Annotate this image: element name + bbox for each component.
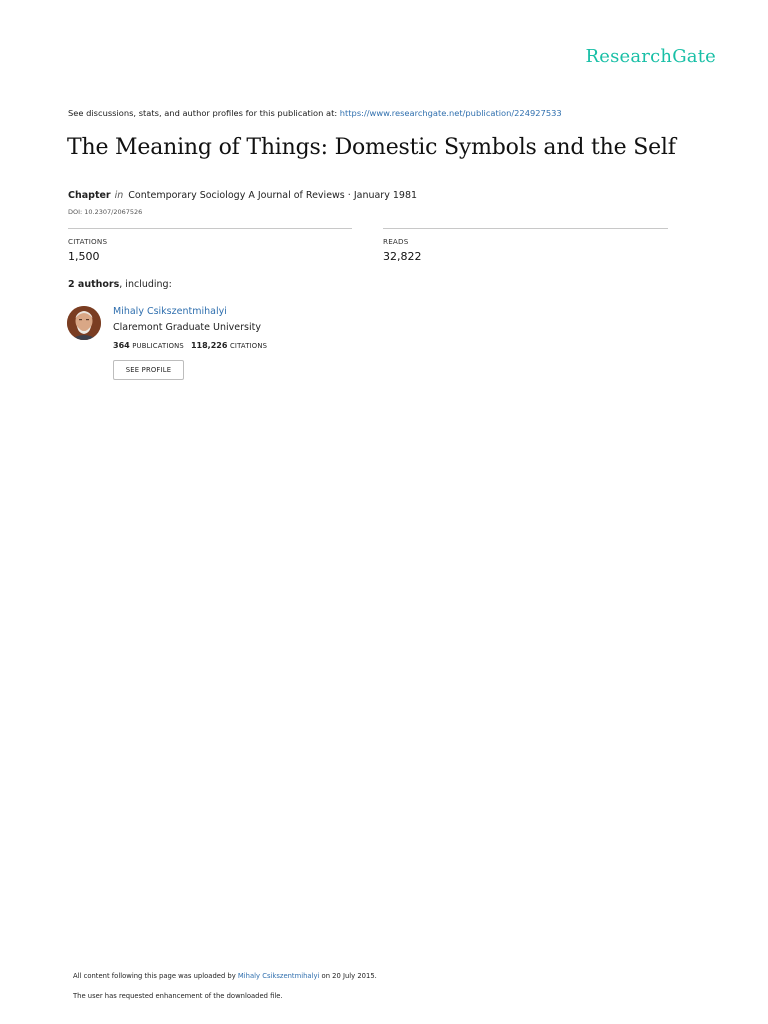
author-stats	[113, 341, 267, 350]
researchgate-logo[interactable]: ResearchGate	[585, 46, 716, 67]
author-citations-label: CITATIONS	[229, 342, 268, 350]
reads-value: 32,822	[383, 250, 422, 263]
author-publications-label: PUBLICATIONS	[132, 342, 184, 350]
publication-meta	[68, 190, 417, 201]
authors-including: , including:	[119, 279, 172, 290]
author-publications-count: 364	[113, 341, 130, 350]
author-portrait-icon	[67, 306, 101, 340]
citations-value: 1,500	[68, 250, 100, 263]
intro-text: See discussions, stats, and author profiles for this publication at:	[68, 108, 340, 118]
citations-stat	[68, 228, 352, 263]
author-name-link[interactable]: Mihaly Csikszentmihalyi	[113, 306, 227, 317]
publication-type: Chapter	[68, 190, 111, 201]
publication-venue: Contemporary Sociology A Journal of Reviews · January 1981	[128, 190, 418, 201]
authors-count: 2 authors	[68, 279, 120, 290]
publication-doi: DOI: 10.2307/2067526	[68, 208, 143, 216]
in-label: in	[114, 190, 124, 201]
reads-label: READS	[383, 237, 409, 246]
author-citations-count: 118,226	[190, 341, 228, 350]
author-institution: Claremont Graduate University	[113, 322, 261, 333]
intro-line	[68, 108, 562, 118]
see-profile-button[interactable]: SEE PROFILE	[113, 360, 184, 380]
uploader-link[interactable]: Mihaly Csikszentmihalyi	[237, 972, 320, 980]
author-avatar[interactable]	[67, 306, 101, 340]
enhancement-notice: The user has requested enhancement of the downloaded file.	[73, 992, 283, 1000]
upload-prefix: All content following this page was uploaded by	[73, 972, 238, 980]
citations-label: CITATIONS	[68, 237, 108, 246]
publication-url-link[interactable]: https://www.researchgate.net/publication/224927533	[339, 108, 562, 118]
authors-heading	[68, 279, 172, 290]
publication-title: The Meaning of Things: Domestic Symbols and the Self	[67, 135, 676, 160]
reads-stat	[383, 228, 668, 263]
upload-notice	[73, 972, 377, 980]
upload-suffix: on 20 July 2015.	[319, 972, 377, 980]
